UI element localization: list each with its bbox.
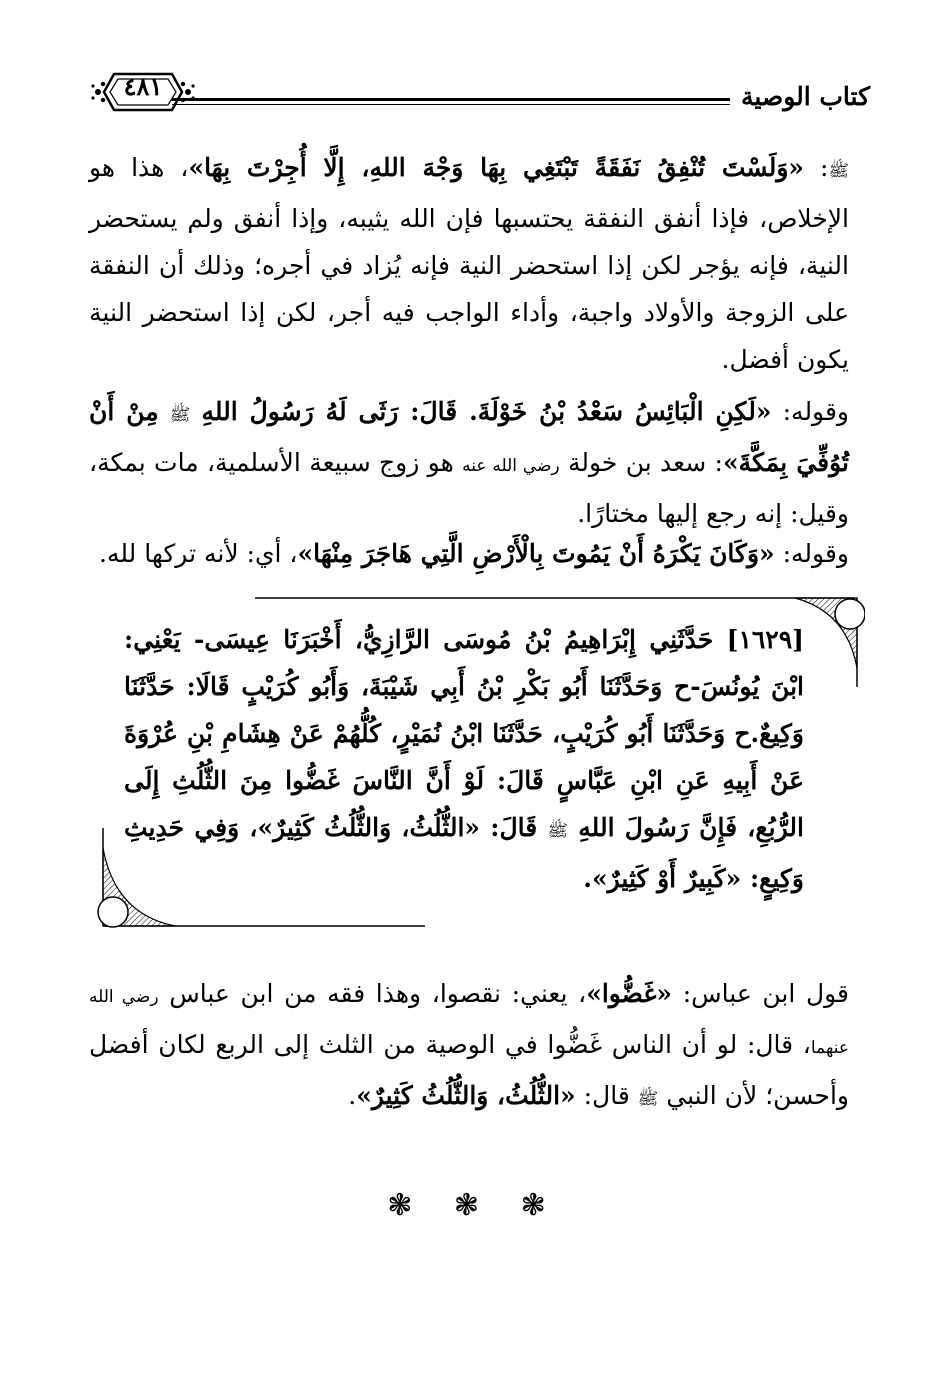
hadith-quote-part-b: مِنْ أَنْ تُوُفِّيَ بِمَكَّةَ» <box>89 397 849 477</box>
header-rule <box>172 98 730 105</box>
salutation-mark: ﷺ <box>547 821 569 841</box>
companion-honorific: رضي الله عنهما <box>89 987 849 1058</box>
commentary-text-d: قال: <box>575 1081 630 1110</box>
commentary-text-a: : سعد بن خولة <box>567 448 723 477</box>
salutation-mark: ﷺ <box>828 161 850 181</box>
companion-honorific: رضي الله عنه <box>462 456 560 476</box>
hadith-number: [١٦٢٩] <box>726 625 804 654</box>
commentary-text-b: ، يعني: نقصوا، وهذا فقه من ابن عباس <box>169 979 587 1008</box>
salutation-mark: ﷺ <box>169 405 191 425</box>
hadith-quote: «وَكَانَ يَكْرَهُ أَنْ يَمُوتَ بِالْأَرْضِ الَّتِي هَاجَرَ مِنْهَا» <box>297 539 775 568</box>
hadith-quote-b: «الثُّلُثُ، وَالثُّلُثُ كَثِيرٌ» <box>356 1081 576 1110</box>
section-separator: ❃ ❃ ❃ <box>387 1188 562 1223</box>
page-header <box>90 60 870 120</box>
page-number: ٤٨١ <box>123 72 163 101</box>
commentary-text: ، هذا هو الإخلاص، فإذا أنفق النفقة يحتسبها فإن الله يثيبه، وإذا أنفق ولم يستحضر النية، فإنه يؤجر لكن إذا استحضر النية فإنه يُزاد في أجره؛ وذلك أن النفقة على الزوجة والأولاد واجبة، وأداء الواجب فيه أجر، لكن إذا استحضر النية يكون أفضل. <box>89 153 849 374</box>
hadith-text <box>124 616 804 902</box>
commentary-paragraph-1 <box>89 144 849 383</box>
hadith-matn-text: قَالَ: «الثُّلُثُ، وَالثُّلُثُ كَثِيرٌ»، وَفِي حَدِيثِ وَكِيعٍ: «كَبِيرٌ أَوْ كَثِيرٌ». <box>124 813 804 893</box>
commentary-paragraph-3 <box>89 530 849 577</box>
commentary-text-c: ، قال: لو أن الناس غَضُّوا في الوصية من الثلث إلى الربع لكان أفضل وأحسن؛ لأن النبي <box>89 1030 849 1110</box>
commentary-text-a: قول ابن عباس: <box>672 979 849 1008</box>
commentary-text-e: . <box>348 1081 357 1110</box>
hadith-quote: «وَلَسْتَ تُنْفِقُ نَفَقَةً تَبْتَغِي بِهَا وَجْهَ اللهِ، إِلَّا أُجِرْتَ بِهَا» <box>188 153 805 182</box>
commentary-paragraph-4 <box>89 970 849 1123</box>
salutation-mark: ﷺ <box>637 1089 659 1109</box>
colon-text: : <box>804 153 829 182</box>
intro-text: وقوله: <box>771 397 849 426</box>
intro-text: وقوله: <box>774 539 849 568</box>
book-title: كتاب الوصية <box>741 82 870 111</box>
commentary-text-b: هو زوج سبيعة الأسلمية، مات بمكة، وقيل: إنه رجع إليها مختارًا. <box>89 448 849 528</box>
hadith-chain-text: حَدَّثَنِي إِبْرَاهِيمُ بْنُ مُوسَى الرَّازِيُّ، أَخْبَرَنَا عِيسَى- يَعْنِي: ابْنَ يُونُسَ-ح وَحَدَّثَنَا أَبُو بَكْرِ بْنُ أَبِي شَيْبَةَ، وَأَبُو كُرَيْبٍ قَالَا: حَدَّثَنَا وَكِيعٌ.ح وَحَدَّثَنَا أَبُو كُرَيْبٍ، حَدَّثَنَا ابْنُ نُمَيْرٍ، كُلُّهُمْ عَنْ هِشَامِ بْنِ عُرْوَةَ عَنْ أَبِيهِ عَنِ ابْنِ عَبَّاسٍ قَالَ: لَوْ أَنَّ النَّاسَ غَضُّوا مِنَ الثُّلُثِ إِلَى الرُّبُعِ، فَإِنَّ رَسُولَ اللهِ <box>124 625 804 842</box>
commentary-text: ، أي: لأنه تركها لله. <box>99 539 298 568</box>
hadith-quote-a: «غَضُّوا» <box>586 979 673 1008</box>
hadith-quote-part-a: «لَكِنِ الْبَائِسُ سَعْدُ بْنُ خَوْلَةَ. قَالَ: رَثَى لَهُ رَسُولُ اللهِ <box>201 397 772 426</box>
commentary-paragraph-2 <box>89 388 849 537</box>
